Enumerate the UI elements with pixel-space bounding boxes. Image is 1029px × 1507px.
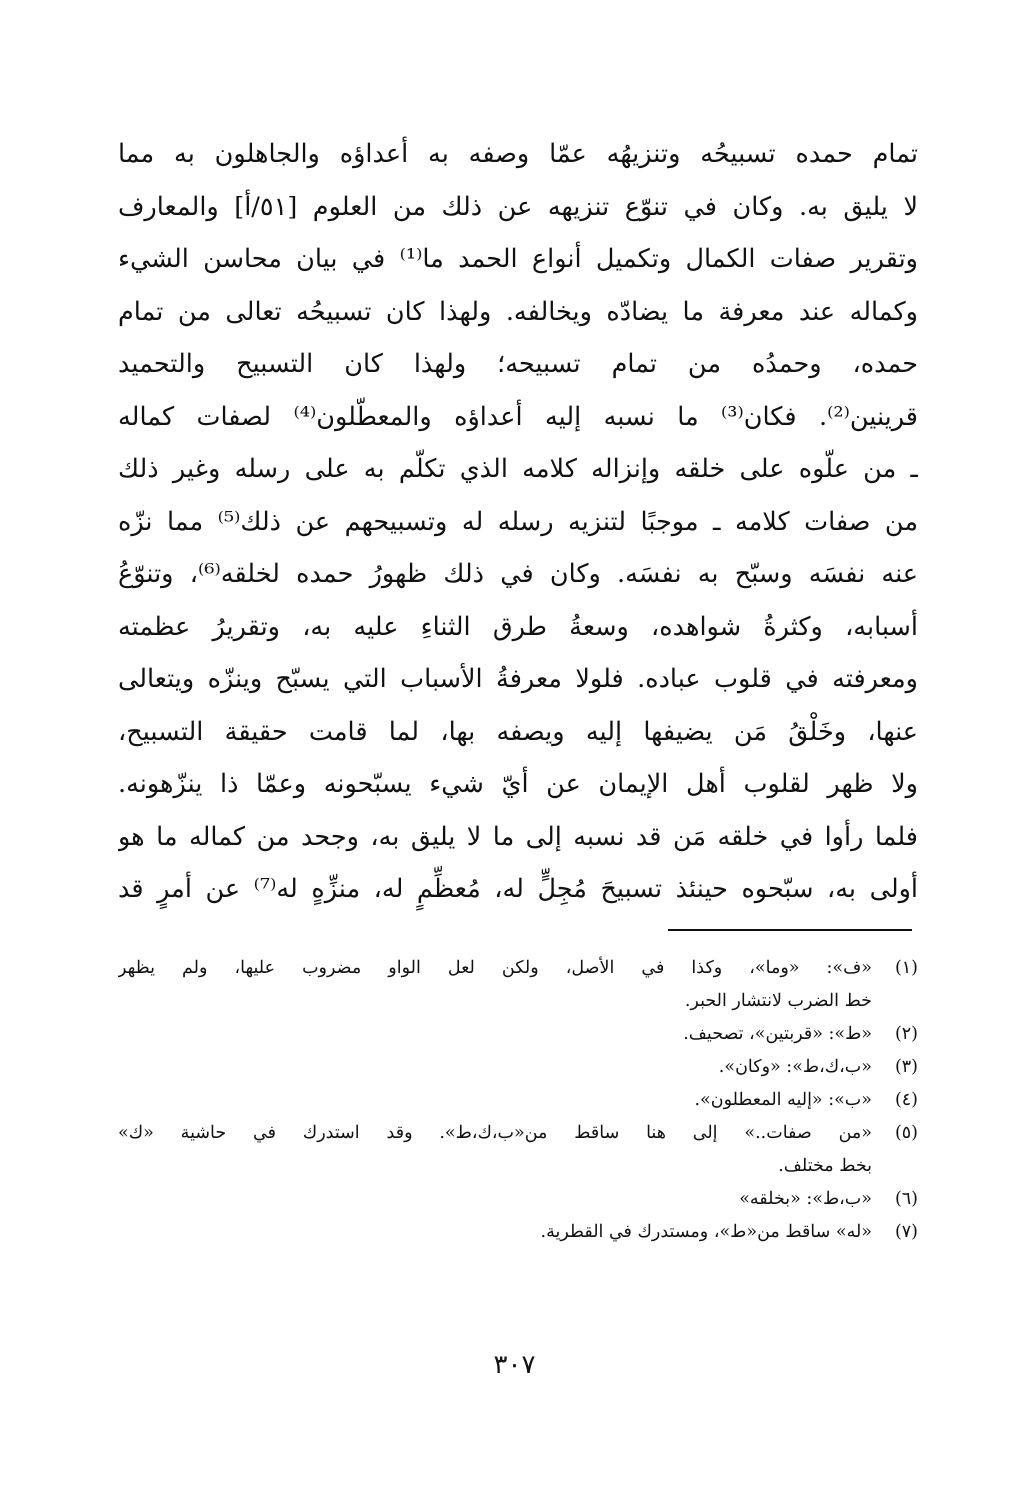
main-text-line: عنها، وخَلْقُ مَن يضيفها إليه ويصفه بها، لما قامت حقيقة التسبيح،	[118, 716, 918, 747]
footnote	[118, 1216, 918, 1249]
footnote-line: «ط»: «قربتين»، تصحيف.	[683, 1024, 872, 1044]
main-text-line: من صفات كلامه ـ موجبًا لتنزيه رسله له وتسبيحهم عن ذلك⁽⁵⁾ مما نزّه	[118, 506, 918, 537]
main-text-line: قرينين⁽²⁾. فكان⁽³⁾ ما نسبه إليه أعداؤه والمعطّلون⁽⁴⁾ لصفات كماله	[118, 401, 918, 432]
main-text-line: أولى به، سبّحوه حينئذ تسبيحَ مُجِلٍّ له، مُعظِّمٍ له، منزِّهٍ له⁽⁷⁾ عن أمرٍ قد	[118, 874, 918, 904]
footnote-line: «ب،ط»: «بخلقه»	[739, 1189, 872, 1209]
main-text-line: عنه نفسَه وسبّح به نفسَه. وكان في ذلك ظهورُ حمده لخلقه⁽⁶⁾، وتنوّعُ	[118, 559, 918, 589]
footnote	[118, 1084, 918, 1117]
footnote	[118, 1051, 918, 1084]
footnote-number: (١)	[894, 958, 918, 978]
footnote-line: خط الضرب لانتشار الحبر.	[684, 991, 872, 1011]
main-text-line: فلما رأوا في خلقه مَن قد نسبه إلى ما لا يليق به، وجحد من كماله ما هو	[118, 821, 918, 852]
footnote-text	[118, 1216, 872, 1249]
footnote-text	[118, 1051, 872, 1084]
footnote-line: «من صفات..» إلى هنا ساقط من«ب،ك،ط». وقد استدرك في حاشية «ك»	[118, 1123, 872, 1143]
footnote-text	[118, 1117, 872, 1183]
footnote-line: «له» ساقط من«ط»، ومستدرك في القطرية.	[540, 1222, 872, 1242]
footnotes-block	[118, 952, 918, 1249]
main-text-line: وكماله عند معرفة ما يضادّه ويخالفه. ولهذا كان تسبيحُه تعالى من تمام	[118, 296, 918, 327]
footnote	[118, 1117, 918, 1183]
footnote-text	[118, 1018, 872, 1051]
footnote-number: (٦)	[894, 1189, 918, 1209]
footnote-text	[118, 1084, 872, 1117]
footnote-number: (٣)	[894, 1057, 918, 1077]
main-text-line: وتقرير صفات الكمال وتكميل أنواع الحمد ما⁽¹⁾ في بيان محاسن الشيء	[118, 244, 918, 274]
main-text-line: ـ من علّوه على خلقه وإنزاله كلامه الذي تكلّم به على رسله وغير ذلك	[118, 454, 918, 484]
main-text-line: تمام حمده تسبيحُه وتنزيهُه عمّا وصفه به أعداؤه والجاهلون به مما	[118, 139, 918, 169]
main-text-line: أسبابه، وكثرةُ شواهده، وسعةُ طرق الثناءِ عليه به، وتقريرُ عظمته	[118, 611, 918, 642]
main-text-line: لا يليق به. وكان في تنوّع تنزيهه عن ذلك من العلوم [٥١/أ] والمعارف	[118, 191, 918, 222]
main-text-line: حمده، وحمدُه من تمام تسبيحه؛ ولهذا كان التسبيح والتحميد	[118, 349, 918, 379]
footnote-line: «ف»: «وما»، وكذا في الأصل، ولكن لعل الواو مضروب عليها، ولم يظهر	[118, 958, 872, 978]
footnote-divider	[668, 929, 912, 931]
footnote-number: (٧)	[894, 1222, 918, 1242]
footnote-number: (٢)	[894, 1024, 918, 1044]
main-text-block	[118, 128, 918, 916]
main-text-line: ولا ظهر لقلوب أهل الإيمان عن أيّ شيء يسبّحونه وعمّا ذا ينزّهونه.	[118, 769, 918, 799]
footnote	[118, 1018, 918, 1051]
footnote-text	[118, 1183, 872, 1216]
page-number: ٣٠٧	[493, 1350, 536, 1380]
main-text-line: ومعرفته في قلوب عباده. فلولا معرفةُ الأسباب التي يسبّح وينزّه ويتعالى	[118, 664, 918, 694]
footnote-line: بخط مختلف.	[778, 1156, 872, 1176]
footnote-line: «ب»: «إليه المعطلون».	[694, 1090, 872, 1110]
footnote-line: «ب،ك،ط»: «وكان».	[718, 1057, 872, 1077]
footnote-number: (٤)	[894, 1090, 918, 1110]
footnote	[118, 1183, 918, 1216]
footnote	[118, 952, 918, 1018]
footnote-number: (٥)	[894, 1123, 918, 1143]
footnote-text	[118, 952, 872, 1018]
